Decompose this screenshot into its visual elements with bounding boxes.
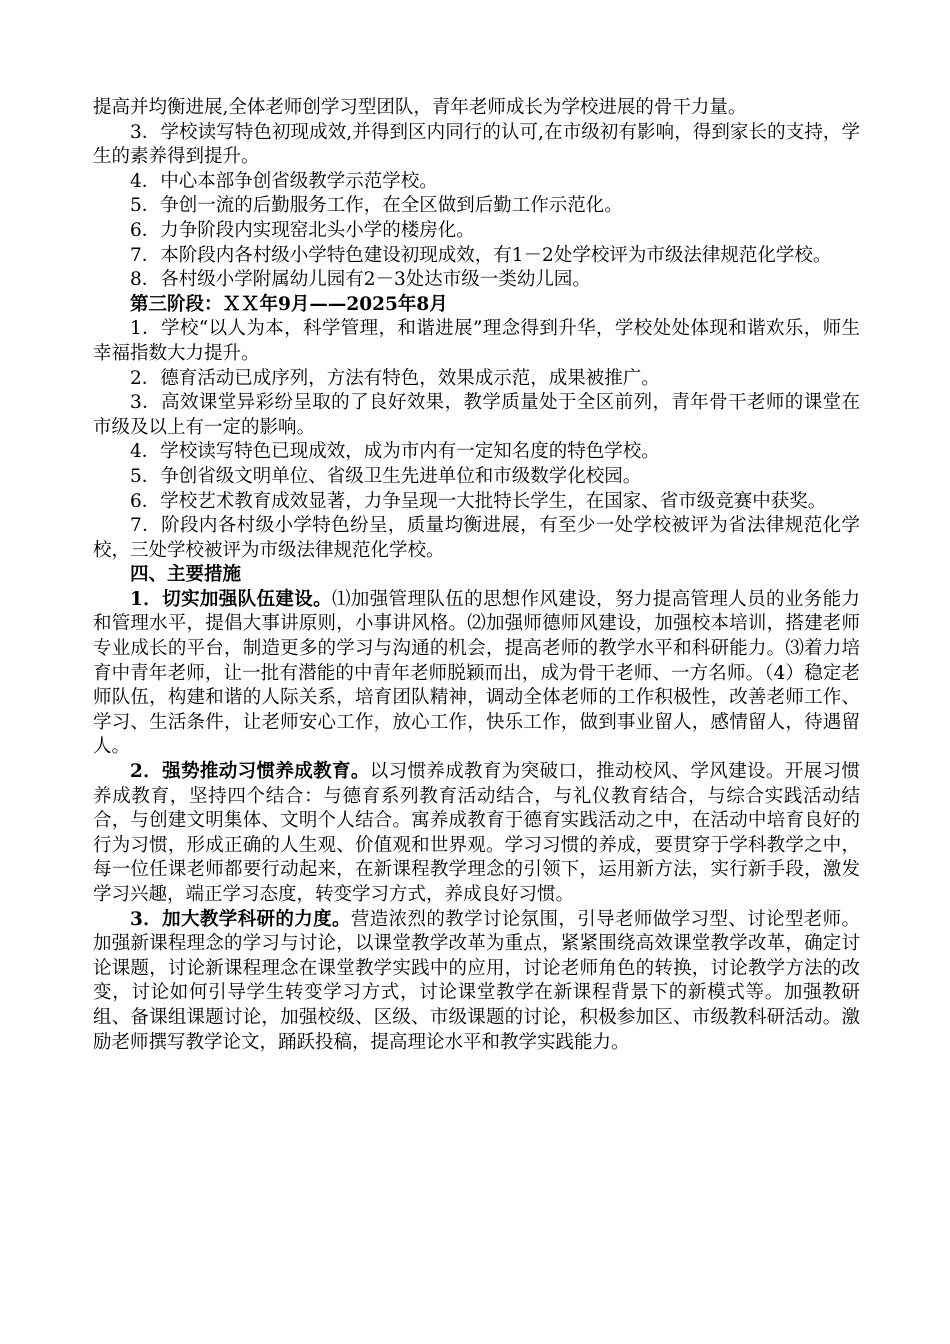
measure-paragraph [93,760,860,908]
paragraph-continuation: 提高并均衡进展,全体老师创学习型团队，青年老师成长为学校进展的骨干力量。 [93,97,747,118]
measure-lead: 3．加大教学科研的力度。 [130,908,351,930]
measure-paragraph [93,588,860,760]
goal-item: 6．学校艺术教育成效显著，力争呈现一大批特长学生，在国家、省市级竞赛中获奖。 [130,490,827,512]
stage-heading: 第三阶段：ＸＸ年9月——2025年8月 [130,293,448,315]
document-body [93,96,860,1055]
measure-paragraph [93,908,860,1056]
measure-lead: 2．强势推动习惯养成教育。 [130,761,370,783]
goal-item: 8．各村级小学附属幼儿园有2－3处达市级一类幼儿园。 [130,269,591,291]
goal-item: 3．高效课堂异彩纷呈取的了良好效果，教学质量处于全区前列，青年骨干老师的课堂在市级及以上有一定的影响。 [93,392,860,438]
goal-item: 5．争创省级文明单位、省级卫生先进单位和市级数学化校园。 [130,465,642,487]
goal-item: 6．力争阶段内实现窑北头小学的楼房化。 [130,219,475,241]
section-heading: 四、主要措施 [130,564,242,586]
goal-item: 2．德育活动已成序列，方法有特色，效果成示范，成果被推广。 [130,367,660,389]
goal-item: 4．中心本部争创省级教学示范学校。 [130,170,438,192]
goal-item: 1．学校“以人为本，科学管理，和谐进展”理念得到升华，学校处处体现和谐欢乐，师生幸福指数大力提升。 [93,318,860,364]
goal-item: 7．本阶段内各村级小学特色建设初现成效，有1－2处学校评为市级法律规范化学校。 [130,244,832,266]
goal-item: 3．学校读写特色初现成效,并得到区内同行的认可,在市级初有影响，得到家长的支持，学生的素养得到提升。 [93,121,860,168]
measure-text: 以习惯养成教育为突破口，推动校风、学风建设。开展习惯养成教育，坚持四个结合：与德育系列教育活动结合，与礼仪教育结合，与综合实践活动结合，与创建文明集体、文明个人结合。寓养成教育于德育实践活动之中，在活动中培育良好的行为习惯，形成正确的人生观、价值观和世界观。学习习惯的养成，要贯穿于学科教学之中，每一位任课老师都要行动起来，在新课程教学理念的引领下，运用新方法，实行新手段，激发学习兴趣，端正学习态度，转变学习方式，养成良好习惯。 [93,761,860,905]
measure-text: 营造浓烈的教学讨论氛围，引导老师做学习型、讨论型老师。加强新课程理念的学习与讨论，以课堂教学改革为重点，紧紧围绕高效课堂教学改革，确定讨论课题，讨论新课程理念在课堂教学实践中的应用，讨论老师角色的转换，讨论教学方法的改变，讨论如何引导学生转变学习方式，讨论课堂教学在新课程背景下的新模式等。加强教研组、备课组课题讨论，加强校级、区级、市级课题的讨论，积极参加区、市级教科研活动。激励老师撰写教学论文，踊跃投稿，提高理论水平和教学实践能力。 [93,908,861,1053]
measure-lead: 1．切实加强队伍建设。 [130,588,332,610]
goal-item: 4．学校读写特色已现成效，成为市内有一定知名度的特色学校。 [130,441,660,463]
goal-item: 7．阶段内各村级小学特色纷呈，质量均衡进展，有至少一处学校被评为省法律规范化学校，三处学校被评为市级法律规范化学校。 [93,515,860,561]
measure-text: ⑴加强管理队伍的思想作风建设，努力提高管理人员的业务能力和管理水平，提倡大事讲原则，小事讲风格。⑵加强师德师风建设，加强校本培训，搭建老师专业成长的平台，制造更多的学习与沟通的机会，提高老师的教学水平和科研能力。⑶着力培育中青年老师，让一批有潜能的中青年老师脱颖而出，成为骨干老师、一方名师。（4）稳定老师队伍，构建和谐的人际关系，培育团队精神，调动全体老师的工作积极性，改善老师工作、学习、生活条件，让老师安心工作，放心工作，快乐工作，做到事业留人，感情留人，待遇留人。 [93,588,860,758]
goal-item: 5．争创一流的后勤服务工作，在全区做到后勤工作示范化。 [130,195,623,217]
